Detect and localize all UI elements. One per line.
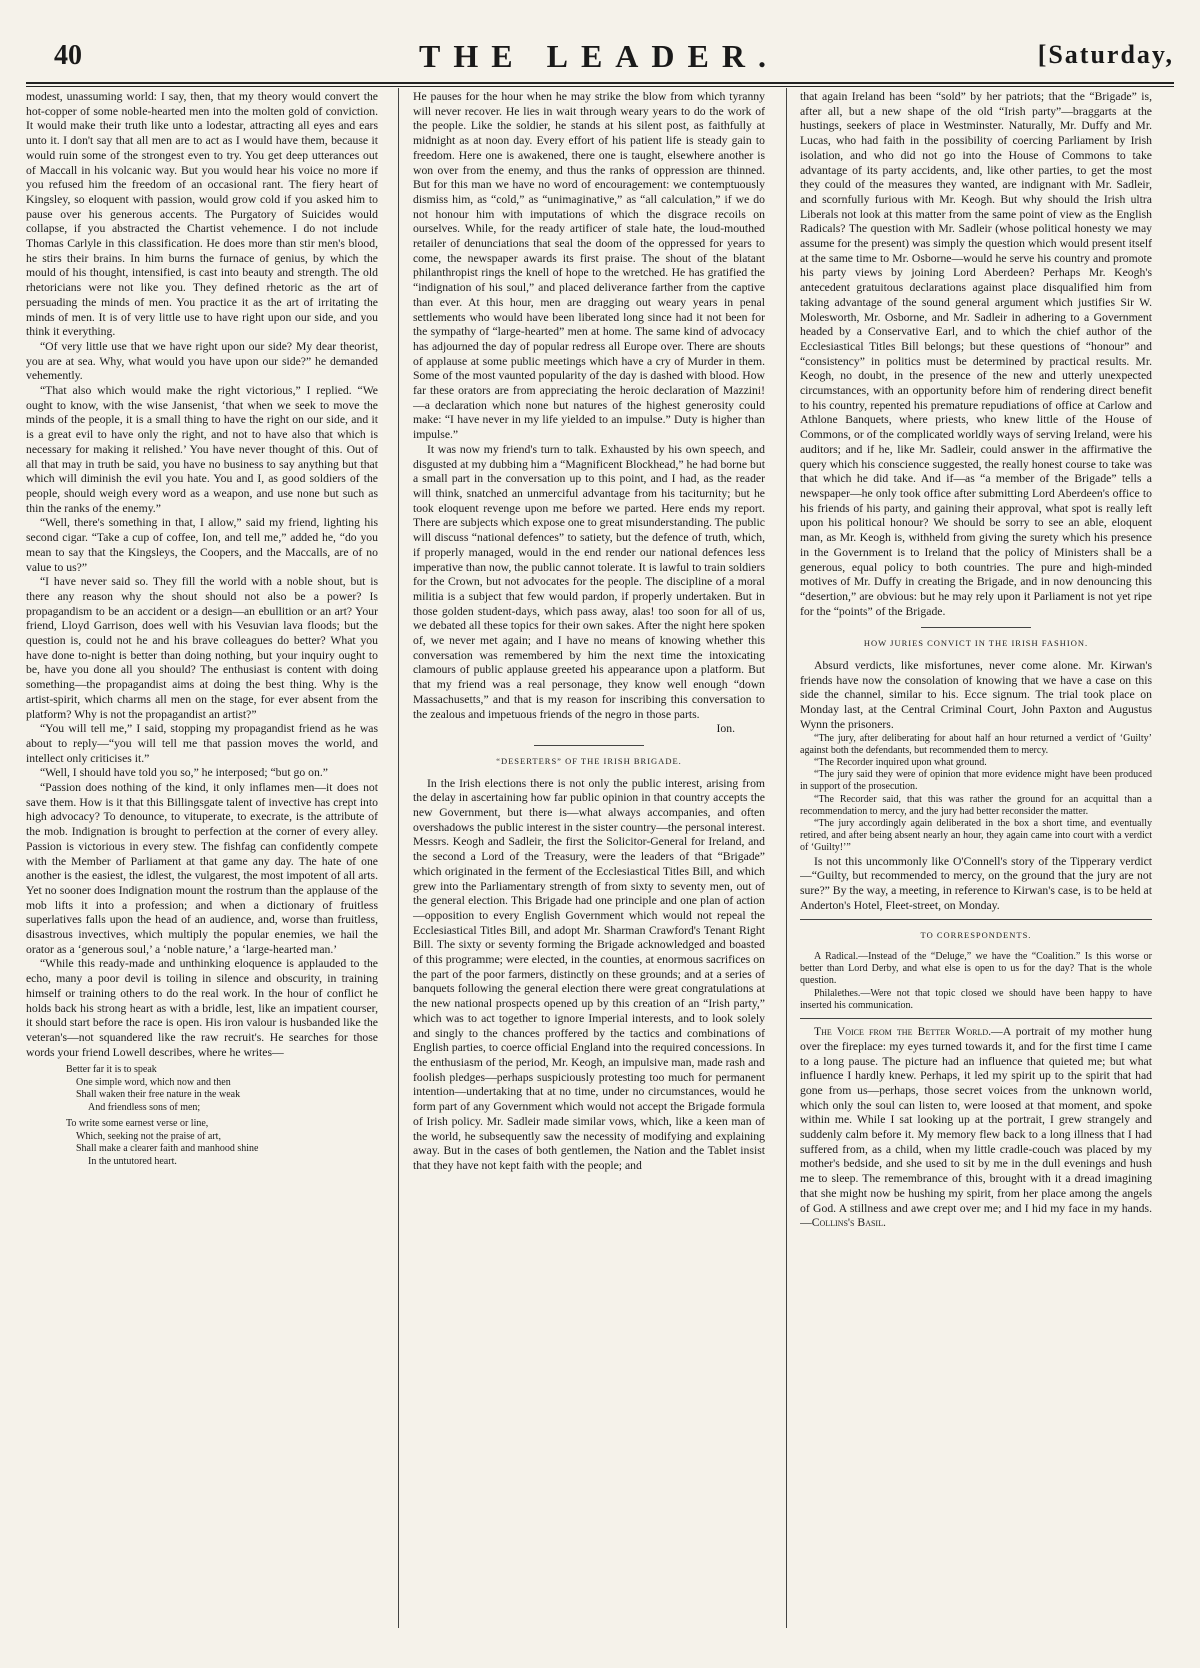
voice-text: —A portrait of my mother hung over the fireplace: my eyes turned towards it, and for the first time I came to a long pause. The picture had an influence that quieted me; but what influence I hardly knew. Perhaps, it led my spirit up to the spirit that had gone from us—perhaps, those secret voices from the unknown world, which only the soul can listen to, were loosed at that moment, and spoke within me. While I sat looking up at the portrait, I grew strangely and suddenly calm before it. My memory flew back to a long illness that I had suffered from, as a child, when my little cradle-couch was placed by my mother's bedside, and she used to sit by me in the dull evenings and hush me to sleep. The remembrance of this, brought with it a dread imagining that she might now be hushing my spirit, from her place among the angels of God. A stillness and awe crept over me; and I hid my face in my hands.— <box>800 1025 1152 1230</box>
paragraph: “You will tell me,” I said, stopping my propagandist friend as he was about to reply—“you will tell me that passion moves the world, and intellect only criticises it.” <box>26 722 378 765</box>
column-3 <box>800 90 1152 1625</box>
section-rule <box>921 627 1031 628</box>
poem-line: And friendless sons of men; <box>88 1101 201 1113</box>
header-rule <box>26 82 1174 84</box>
paragraph: “Of very little use that we have right upon our side? My dear theorist, you are at sea. Why, what would you have upon our side?” he demanded vehemently. <box>26 339 378 383</box>
paragraph: Absurd verdicts, like misfortunes, never come alone. Mr. Kirwan's friends have now the consolation of knowing that we have a case on this side the channel, similar to his. Ecce signum. The trial took place on Monday last, at the Central Criminal Court, John Paxton and Augustus Wynn the prisoners. <box>800 659 1152 731</box>
paragraph: In the Irish elections there is not only the public interest, arising from the delay in ascertaining how far public opinion in that country accepts the new Government, but there is—what always accompanies, and often overshadows the public interest in the sister country—the personal interest. Messrs. Keogh and Sadleir, the first the Solicitor-General for Ireland, and the second a Lord of the Treasury, were the leaders of that “Brigade” which originated in the ferment of the Ecclesiastical Titles Bill, and which grew into the Parliamentary strength of from sixty to seventy men, out of the general election. This Brigade had one principle and one plan of action—opposition to every English Government which would not repeal the Ecclesiastical Titles Bill, and adopt Mr. Sharman Crawford's Tenant Right Bill. The sixty or seventy forming the Brigade acknowledged and boasted of this programme; were elected, in the counties, at enormous sacrifices on the part of the poor farmers, distinctly on these grounds; and at a series of banquets following the general election there were great congratulations at the new national prospects opened up by this creation of an “Irish party,” which was to act together to ignore Imperial interests, and to look solely and singly to the chances proffered by the tactics and combinations of English parties, to coerce official England into the required concessions. In the enthusiasm of the period, Mr. Keogh, an impulsive man, made rash and foolish pledges—perhaps suspiciously protesting too much for permanent intention—undertaking that at no time, under no circumstances, would he form part of any Government which would not accept the Brigade formula of Irish policy. Mr. Sadleir made similar vows, which, like a keen man of the world, he subsequently saw the necessity of modifying and explaining away. But in the cases of both gentlemen, the Nation and the Tablet insist that they have not kept faith with the people; and <box>413 776 765 1172</box>
paragraph: “Well, there's something in that, I allow,” said my friend, lighting his second cigar. “Take a cup of coffee, Ion, and tell me,” added he, “do you mean to say that the Kingsleys, the Coopers, and the Maccalls, are of no value to us?” <box>26 516 378 574</box>
section-rule <box>800 1018 1152 1019</box>
page-number: 40 <box>54 40 82 71</box>
section-rule <box>534 745 644 746</box>
voice-lead: The Voice from the Better World. <box>814 1025 992 1039</box>
column-1 <box>26 90 378 1625</box>
paragraph: “I have never said so. They fill the world with a noble shout, but is there any reason why the shout should not also be a power? Is propagandism to be an accident or a design—an ebullition or an art? Your friend, Lloyd Garrison, does well with his Vesuvian lava floods; but the question is, could not he and his brave colleagues do better? What you have done to-night is better than doing nothing, but your inquiry ought to be, have you done all you should? The enthusiast is content with doing something—the propagandist aims at doing the best thing. Why is the artist-spirit, which charms all men on the stage, for ever absent from the platform? Why is not the propagandist an artist?” <box>26 575 378 721</box>
poem-line: Better far it is to speak <box>66 1064 157 1076</box>
section-heading: “DESERTERS” OF THE IRISH BRIGADE. <box>496 755 682 766</box>
poem <box>26 1064 378 1168</box>
quote-paragraph: “The Recorder said, that this was rather the ground for an acquittal than a recommendation to mercy, and the jury had better reconsider the matter. <box>800 793 1152 817</box>
issue-day: [Saturday, <box>1037 40 1174 69</box>
correspondent-note: A Radical.—Instead of the “Deluge,” we have the “Coalition.” Is this worse or better than Lord Derby, and what else is open to us for the day? That is the whole question. <box>800 951 1152 987</box>
poem-line: One simple word, which now and then <box>76 1076 231 1088</box>
poem-line: Shall waken their free nature in the weak <box>76 1089 241 1101</box>
paragraph: It was now my friend's turn to talk. Exhausted by his own speech, and disgusted at my dubbing him a “Magnificent Blockhead,” he had borne but a small part in the conversation up to this point, and I had, as the reader will think, snatched an unmerciful advantage from his taciturnity; but he took eloquent revenge upon me before we parted. Here ends my report. There are subjects which expose one to great misunderstanding. The public will discuss “national defences” to satiety, but the defence of truth, which, if properly managed, would in the end render our national defences less imperative than now, the public cannot tolerate. It is lawful to train soldiers for the Crown, but not advocates for the people. The discipline of a moral militia is a subject that few would pardon, if properly undertaken. But in those golden student-days, which pass away, alas! too soon for all of us, we debated all these topics for their own sakes. After the night here spoken of, we never met again; and I have no means of knowing whether this conversation was remembered by him the next time the intoxicating clamours of public applause greeted his appearance upon a platform. But that my friend was a real personage, they know well enough “down Massachusetts,” and that is my reason for inscribing this conversation to the zealous and impetuous friends of the negro in those parts. <box>413 442 765 721</box>
column-2 <box>413 90 765 1625</box>
quote-paragraph: “The jury accordingly again deliberated in the box a short time, and eventually retired, and after being absent nearly an hour, they again came into court with a verdict of ‘Guilty!’” <box>800 817 1152 854</box>
section-heading: HOW JURIES CONVICT IN THE IRISH FASHION. <box>863 638 1089 649</box>
paragraph: “Passion does nothing of the kind, it only inflames men—it does not save them. How is it that this Billingsgate talent of invective has crept into high advocacy? To denounce, to vituperate, to execrate, is the attribute of the mob. Indignation is brought to perfection at the corner of every alley. Passion is victorious in every stew. The fishfag can confidently compete with the Member of Parliament at that game any day. The hate of one another is the easiest, the idlest, the vulgarest, the most impotent of all arts. Yet no sooner does Indignation mount the rostrum than the applause of the mob lifts it into a profession; and when a dictionary of fruitless superlatives falls upon the head of an audience, and, worse than fruitless, disastrous invectives, which multiply the popular enemies, we hail the orator as a ‘generous soul,’ a ‘noble nature,’ a ‘large-hearted man.’ <box>26 781 378 956</box>
paragraph: “That also which would make the right victorious,” I replied. “We ought to know, with the wise Jansenist, ‘that when we seek to move the minds of the people, it is a small thing to have the right on our side, and it is a great evil to have only the right, and not to have also that which is necessary for making it relished.’ You have never thought of this. Out of all that may in truth be said, you have no business to say anything but that which will diminish the evil you hate. You and I, as good soldiers of the people, should weigh every word as a weapon, and use none but such as thin the ranks of the enemy.” <box>26 384 378 515</box>
poem-line: To write some earnest verse or line, <box>66 1118 209 1130</box>
poem-line: In the untutored heart. <box>88 1155 177 1167</box>
header-rule-thin <box>26 86 1174 87</box>
section-heading: TO CORRESPONDENTS. <box>920 930 1032 941</box>
column-divider <box>786 88 787 1628</box>
quote-paragraph: “The jury said they were of opinion that more evidence might have been produced in support of the prosecution. <box>800 769 1152 793</box>
column-divider <box>398 88 399 1628</box>
paragraph <box>800 1025 1152 1231</box>
voice-source: Collins's Basil. <box>811 1216 886 1230</box>
author-signature: Ion. <box>716 722 735 736</box>
page-header <box>24 28 1174 80</box>
paragraph: modest, unassuming world: I say, then, that my theory would convert the hot-copper of some noble-hearted men into the molten gold of conviction. It would make their truth like unto a lodestar, attracting all eyes and ears unto it. I don't say that all men are to act as I would have them, because it would ruin some of the strongest even to try. You get deep utterances out of Maccall in his volcanic way. But you would hear his voice no more if you refused him the freedom of an occasional rant. The fiery heart of Kingsley, so eloquent with passion, would grow cold if you asked him to pause over his generous accents. The Purgatory of Suicides would collapse, if you abstracted the Chartist vehemence. I do not include Thomas Carlyle in this classification. He does more than stir men's blood, he stirs their brains. In him burns the furnace of genius, by which the mould of his thought, intensified, is cast into beauty and strength. The old rhetoricians were not like you. They defined rhetoric as the art of persuading the minds of men. You practice it as the art of irritating the minds of men. It is of very little use to have right upon our side, and you think it everything. <box>26 90 378 339</box>
quote-paragraph: “The jury, after deliberating for about half an hour returned a verdict of ‘Guilty’ against both the defendants, but recommended them to mercy. <box>800 732 1152 756</box>
correspondent-note: Philalethes.—Were not that topic closed we should have been happy to have inserted his communication. <box>800 987 1152 1011</box>
poem-line: Shall make a clearer faith and manhood shine <box>76 1143 259 1155</box>
poem-line: Which, seeking not the praise of art, <box>76 1130 221 1142</box>
newspaper-title: THE LEADER. <box>419 38 779 74</box>
paragraph: He pauses for the hour when he may strike the blow from which tyranny will never recover. He lies in wait through weary years to do the work of the people. Like the soldier, he stands at his silent post, as faithfully at midnight as at noon day. Every effort of his patient life is steady gain to freedom. Here one is awakened, there one is taught, elsewhere another is won over from the enemy, and thus the ranks of oppression are thinned. But for this man we have no word of encouragement: we contemptuously dismiss him, as “cold,” as “unimaginative,” as “all calculation,” if we do not honour him with imputations of which the disgrace recoils on ourselves. While, for the ready artificer of stale hate, the loud-mouthed retailer of denunciations that seal the doom of the oppressed for years to come, the newspaper awards its first praise. The shout of the blatant philanthropist rings the knell of hope to the wretched. He has gratified the “indignation of his soul,” and placed deliverance farther from the captive than ever. At this hour, men are dragging out weary years in penal settlements who would have been liberated long since had it not been for the sympathy of “large-hearted” men at home. The same kind of advocacy has adjourned the day of popular redress all Europe over. There are shouts of applause at some public meetings which have a cry of Murder in them. Some of the most vaunted popularity of the day is dashed with blood. How far these orators are from appreciating the heroic declaration of Mazzini!—a declaration which none but natures of the highest generosity could make: “I have never in my life yielded to an impulse.” Duty is higher than impulse.” <box>413 90 765 442</box>
paragraph: “While this ready-made and unthinking eloquence is applauded to the echo, many a poor devil is toiling in silence and obscurity, in training himself or training others to do the real work. In the hour of conflict he holds back his strong heart as with a bridle, lest, like an impatient courser, it should start before the race is open. His iron valour is husbanded like the veteran's—not squandered like the raw recruit's. He searches for those words your friend Lowell describes, where he writes— <box>26 957 378 1059</box>
paragraph: Is not this uncommonly like O'Connell's story of the Tipperary verdict—“Guilty, but recommended to mercy, on the ground that the jury are not sure?” By the way, a meeting, in reference to Kirwan's case, is to be held at Anderton's Hotel, Fleet-street, on Monday. <box>800 854 1152 912</box>
paragraph: that again Ireland has been “sold” by her patriots; that the “Brigade” is, after all, but a new shape of the old “Irish party”—braggarts at the hustings, seekers of place in Westminster. Naturally, Mr. Duffy and Mr. Lucas, who had faith in the possibility of coercing Parliament by Irish isolation, and who did not go into the House of Commons to take advantage of its party accidents, and, like other parties, to get the most they could of the measures they wanted, are indignant with Mr. Sadleir, and scornfully furious with Mr. Keogh. But why should the Irish ultra Liberals not look at this matter from the same point of view as the English Radicals? The question with Mr. Sadleir (whose political honesty we may assume for the present) was simply the question which would present itself at the same time to Mr. Osborne—would he serve his country and promote his party views by joining Lord Aberdeen? Perhaps Mr. Keogh's antecedent gratuitous declarations against place disqualified him from taking advantage of the sound general argument which justifies Sir W. Molesworth, Mr. Osborne, and Mr. Sadleir in adhering to a Government headed by a Conservative Earl, and to which the chief author of the Ecclesiastical Titles Bill belongs; but these questions of “honour” and “consistency” in politics must be determined by practical results. Mr. Keogh, no doubt, in the presence of the new and utterly unexpected circumstances, with an opportunity before him of rendering direct benefit to his country, repented his premature repudiations of office at Carlow and Athlone Banquets, where priests, who knew little of the House of Commons, or of the complicated worldly ways of serving Ireland, were his auditors; and if he, like Mr. Sadleir, could answer in the affirmative the query which his conscience suggested, the really honest course to take was that which he did take. And if—as “a member of the Brigade” tells a newspaper—he only took office after submitting Lord Aberdeen's office to his friends of his party, and gaining their approval, what spot is really left upon his political honour? We should be sorry to see an able, eloquent man, as Mr. Keogh is, withheld from giving the surety which his presence in the Government is to Ireland that the policy of Ministers shall be a generous, equal policy to both countries. The pure and high-minded motives of Mr. Duffy in creating the Brigade, and in now denouncing this “desertion,” are obvious: but he may rely upon it Parliament is not yet ripe for the “points” of the Brigade. <box>800 90 1152 618</box>
paragraph: “Well, I should have told you so,” he interposed; “but go on.” <box>40 766 328 780</box>
quote-paragraph: “The Recorder inquired upon what ground. <box>814 756 987 768</box>
section-rule <box>800 919 1152 920</box>
